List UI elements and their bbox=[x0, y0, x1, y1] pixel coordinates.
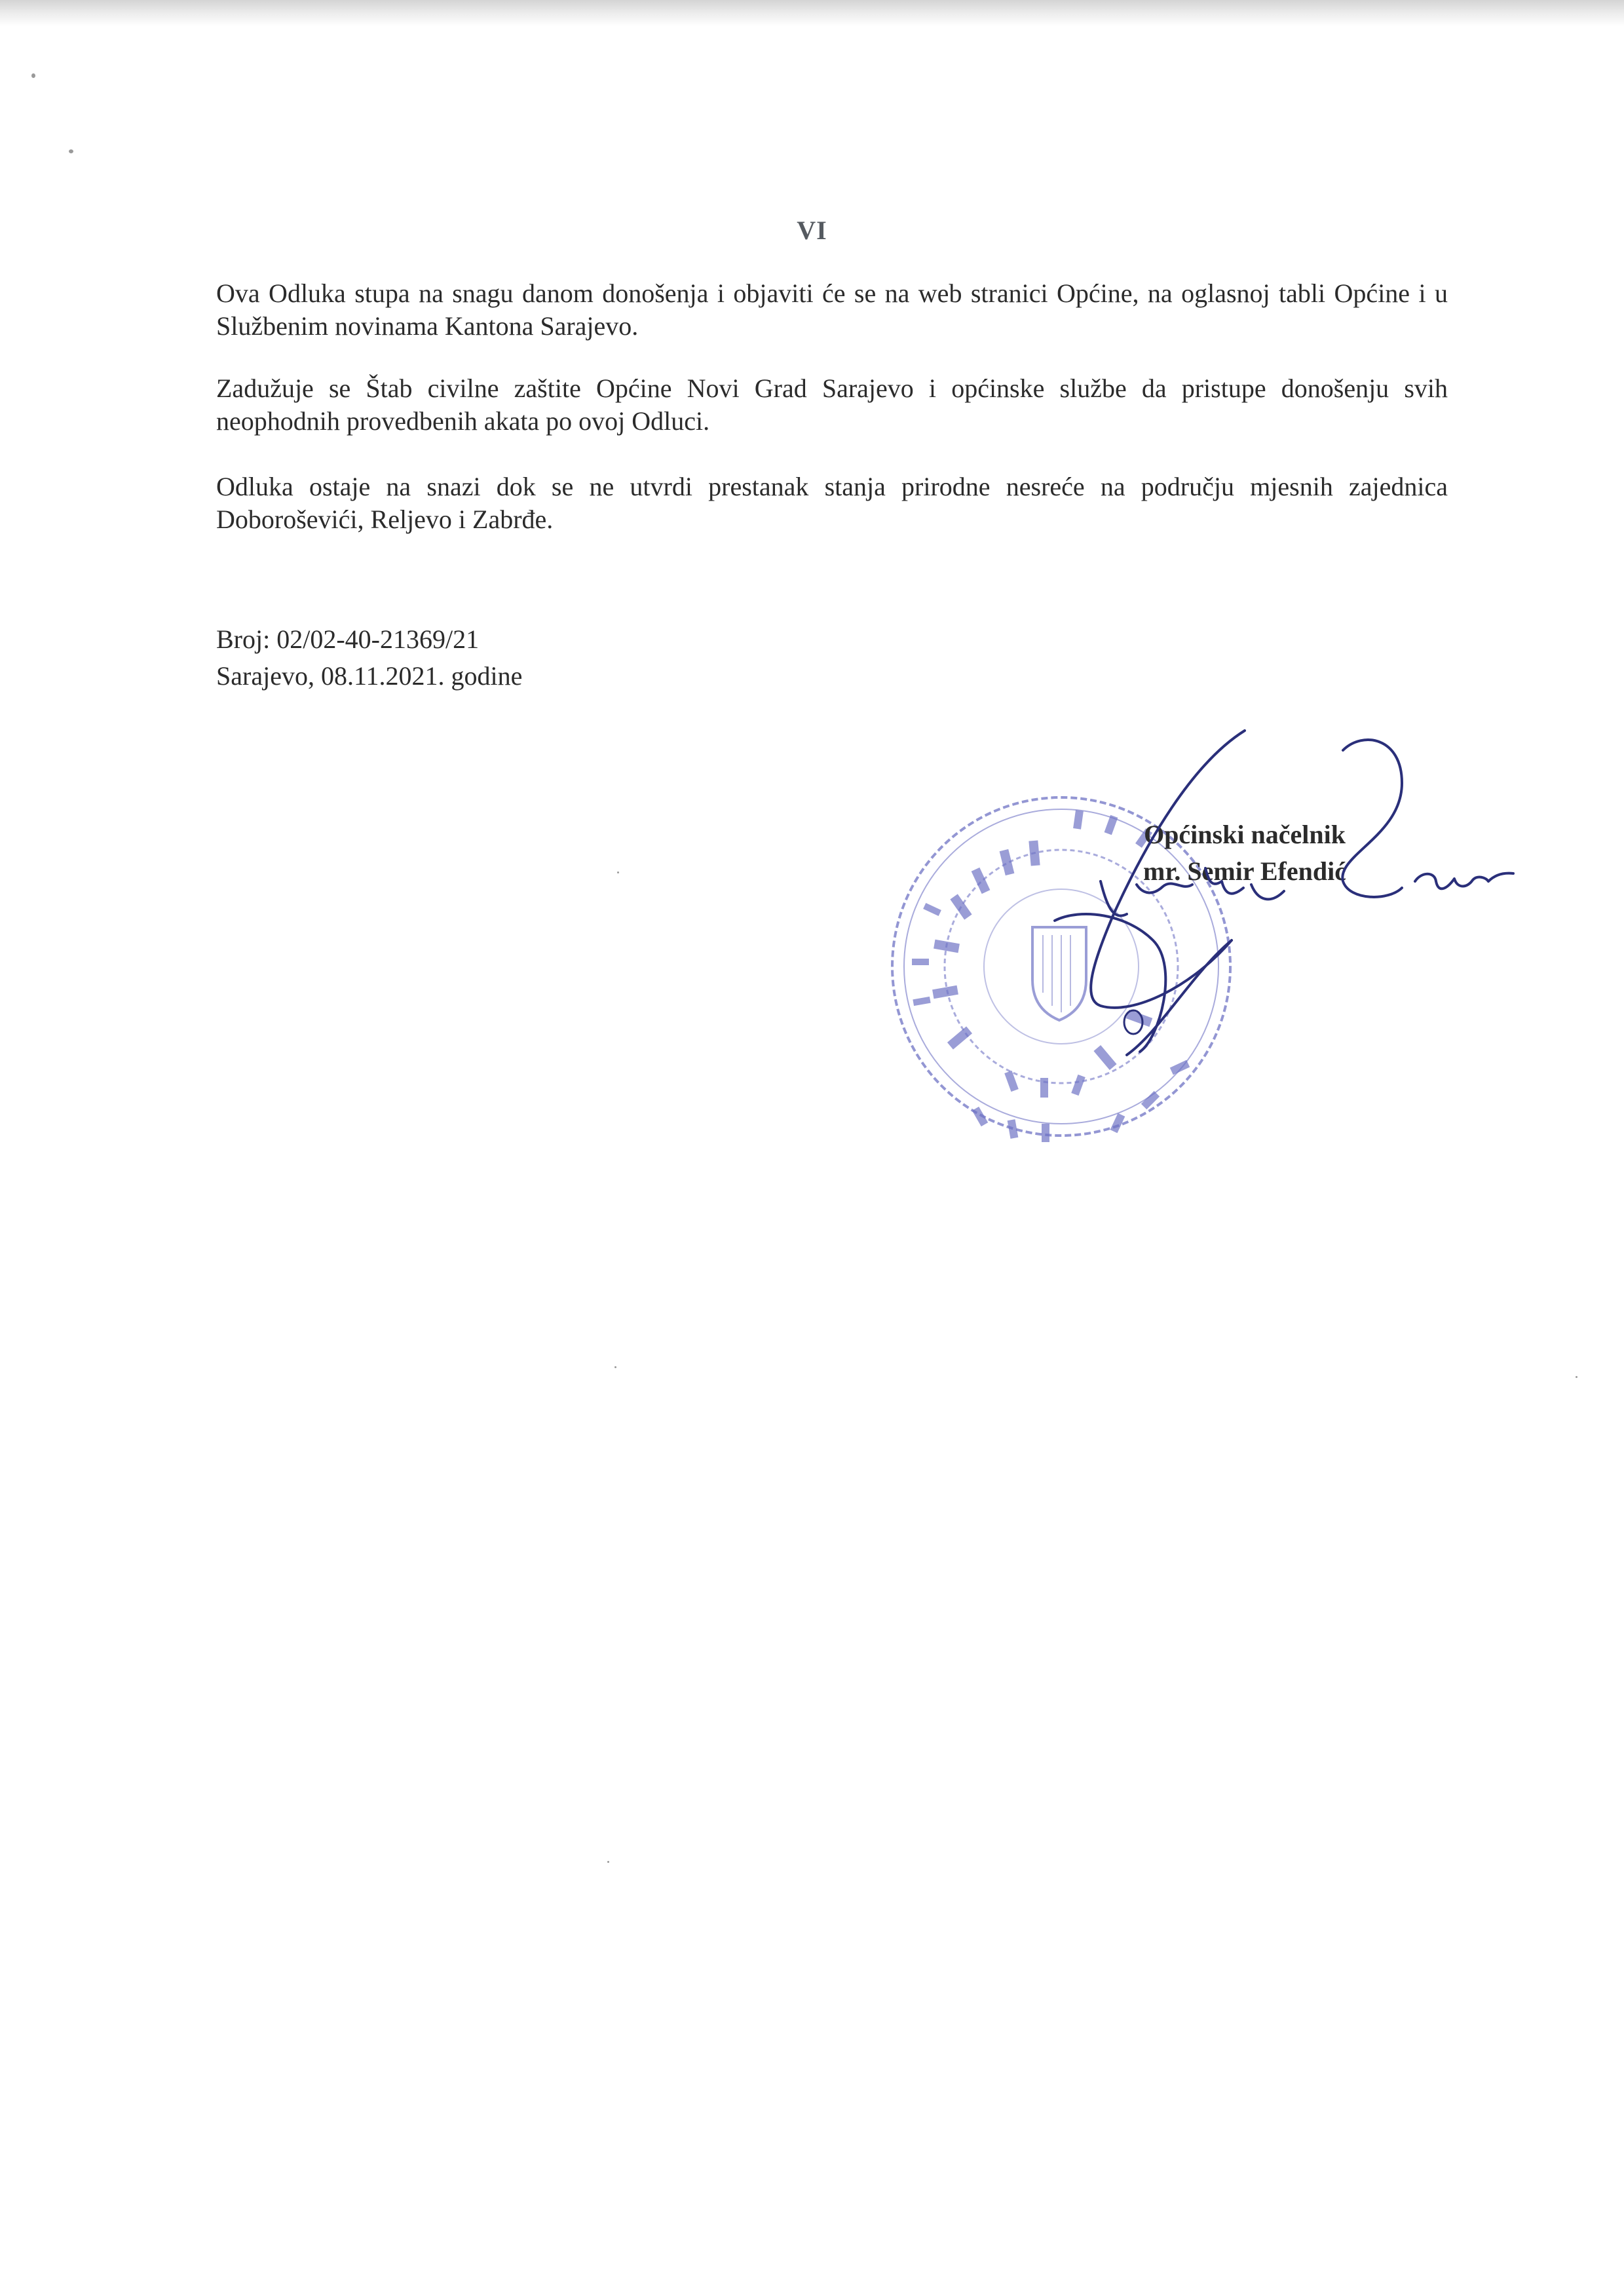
section-heading: VI bbox=[797, 216, 827, 245]
place-date: Sarajevo, 08.11.2021. godine bbox=[216, 661, 523, 691]
body-paragraph: Ova Odluka stupa na snagu danom donošenja i objaviti će se na web stranici Općine, na oglasnoj tabli Općine i u Službenim novinama Kantona Sarajevo. bbox=[216, 278, 1448, 341]
body-paragraph: Zadužuje se Štab civilne zaštite Općine Novi Grad Sarajevo i općinske službe da pristupe donošenju svih neophodnih provedbenih akata po ovoj Odluci. bbox=[216, 373, 1448, 436]
body-paragraph: Odluka ostaje na snazi dok se ne utvrdi prestanak stanja prirodne nesreće na području mjesnih zajednica Doboroševići, Reljevo i Zabrđe. bbox=[216, 472, 1448, 534]
reference-number: Broj: 02/02-40-21369/21 bbox=[216, 624, 480, 654]
scan-speck bbox=[617, 871, 619, 873]
scan-speck bbox=[607, 1861, 609, 1863]
scan-speck bbox=[31, 73, 35, 78]
signatory-title: Općinski načelnik bbox=[1144, 820, 1346, 849]
signatory-name: mr. Semir Efendić bbox=[1143, 856, 1346, 886]
scan-speck bbox=[69, 149, 73, 153]
handwritten-signature bbox=[996, 724, 1520, 1065]
reference-block bbox=[216, 621, 522, 695]
scan-speck bbox=[1576, 1376, 1577, 1378]
scan-border bbox=[0, 0, 1624, 26]
scan-speck bbox=[614, 1366, 616, 1368]
